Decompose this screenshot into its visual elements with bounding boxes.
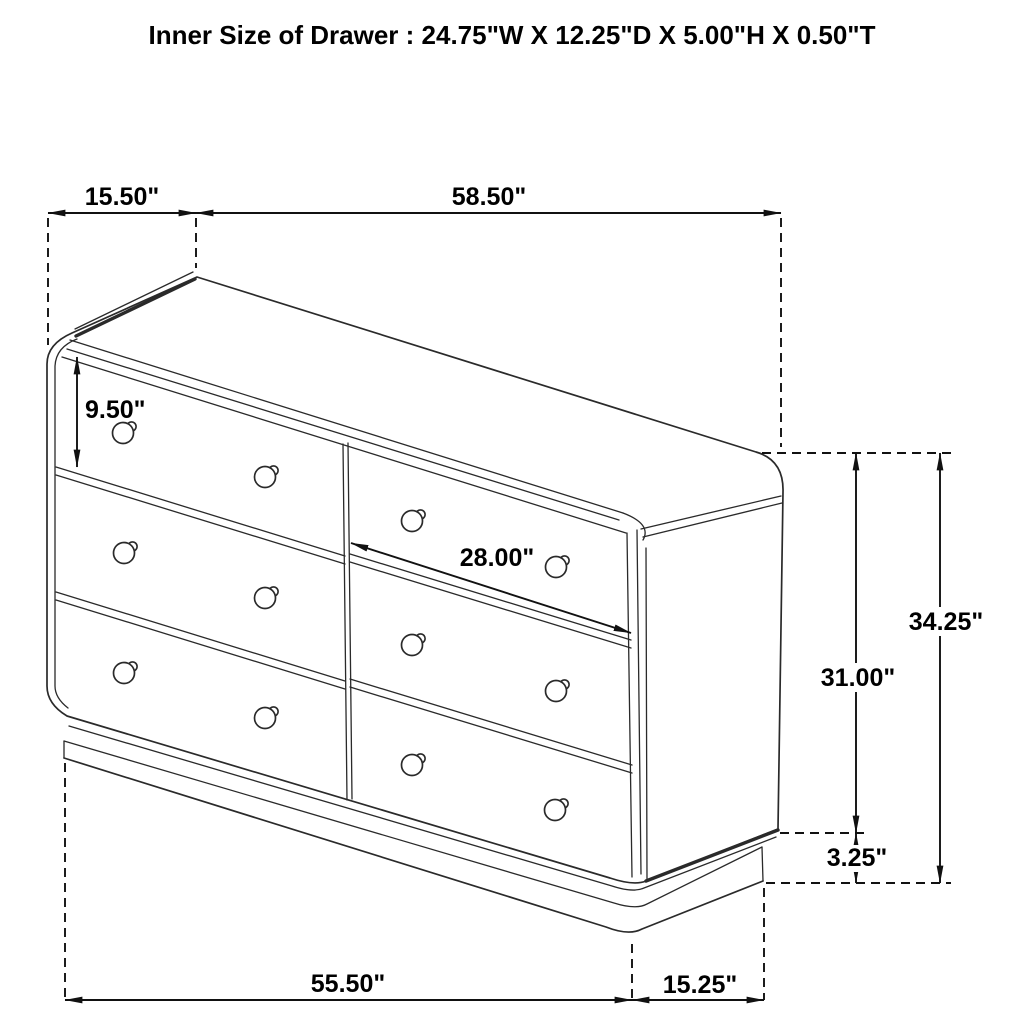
drawer-knobs: [113, 422, 570, 821]
dresser-body: [47, 272, 783, 932]
side-bottom-edge: [646, 830, 778, 881]
top-rim-front-upper: [70, 340, 623, 513]
dim-label-base-height: 3.25": [826, 844, 888, 872]
dimension-labels: [85, 20, 983, 999]
drawer-divider: [343, 444, 347, 800]
left-inner-edge: [55, 339, 77, 708]
side-front-edge: [646, 548, 647, 879]
drawer-separator: [350, 562, 631, 648]
top-back-left-edge: [75, 272, 193, 329]
drawer-knob: [402, 510, 426, 532]
top-rim-corner: [623, 513, 645, 540]
drawing-title: Inner Size of Drawer : 24.75"W X 12.25"D X 5.00"H X 0.50"T: [148, 20, 876, 50]
drawer-knob: [402, 634, 426, 656]
base-bottom-edge: [64, 758, 763, 932]
drawer-knob: [255, 466, 279, 488]
drawer-separator: [56, 592, 345, 681]
drawer-separator: [56, 600, 345, 689]
drawer-knob: [546, 556, 570, 578]
dim-label-drawer-height: 9.50": [85, 396, 146, 424]
drawer-separator: [350, 687, 632, 773]
top-front-edge: [76, 279, 195, 336]
dim-label-bottom-depth: 15.25": [662, 971, 738, 999]
drawer-separator: [56, 475, 345, 564]
dim-label-body-height: 31.00": [820, 664, 896, 692]
dim-label-overall-height: 34.25": [908, 608, 984, 636]
drawer-separator: [56, 467, 345, 556]
drawer-separator: [350, 679, 632, 765]
drawer-knob: [114, 542, 138, 564]
drawer-knob: [545, 799, 569, 821]
base-right-back-edge: [762, 847, 763, 881]
drawer-knob: [255, 707, 279, 729]
dim-label-bottom-width: 55.50": [310, 970, 386, 998]
carcass-bottom-inner: [69, 726, 776, 890]
drawer-knob: [114, 662, 138, 684]
dim-label-top-width: 58.50": [451, 183, 527, 211]
drawer-knob: [255, 587, 279, 609]
front-face-right-edge-2: [637, 530, 641, 874]
front-face-right-edge: [627, 533, 632, 877]
drawer-knob: [402, 754, 426, 776]
top-rim-side-upper: [641, 496, 781, 529]
dim-label-left-top-depth: 15.50": [84, 183, 160, 211]
top-rim-side-lower: [643, 503, 782, 537]
dim-label-drawer-width: 28.00": [459, 544, 535, 572]
drawer-knob: [113, 422, 137, 444]
drawer-knob: [546, 680, 570, 702]
drawer-divider-2: [348, 443, 352, 799]
extension-lines: [48, 218, 951, 1000]
